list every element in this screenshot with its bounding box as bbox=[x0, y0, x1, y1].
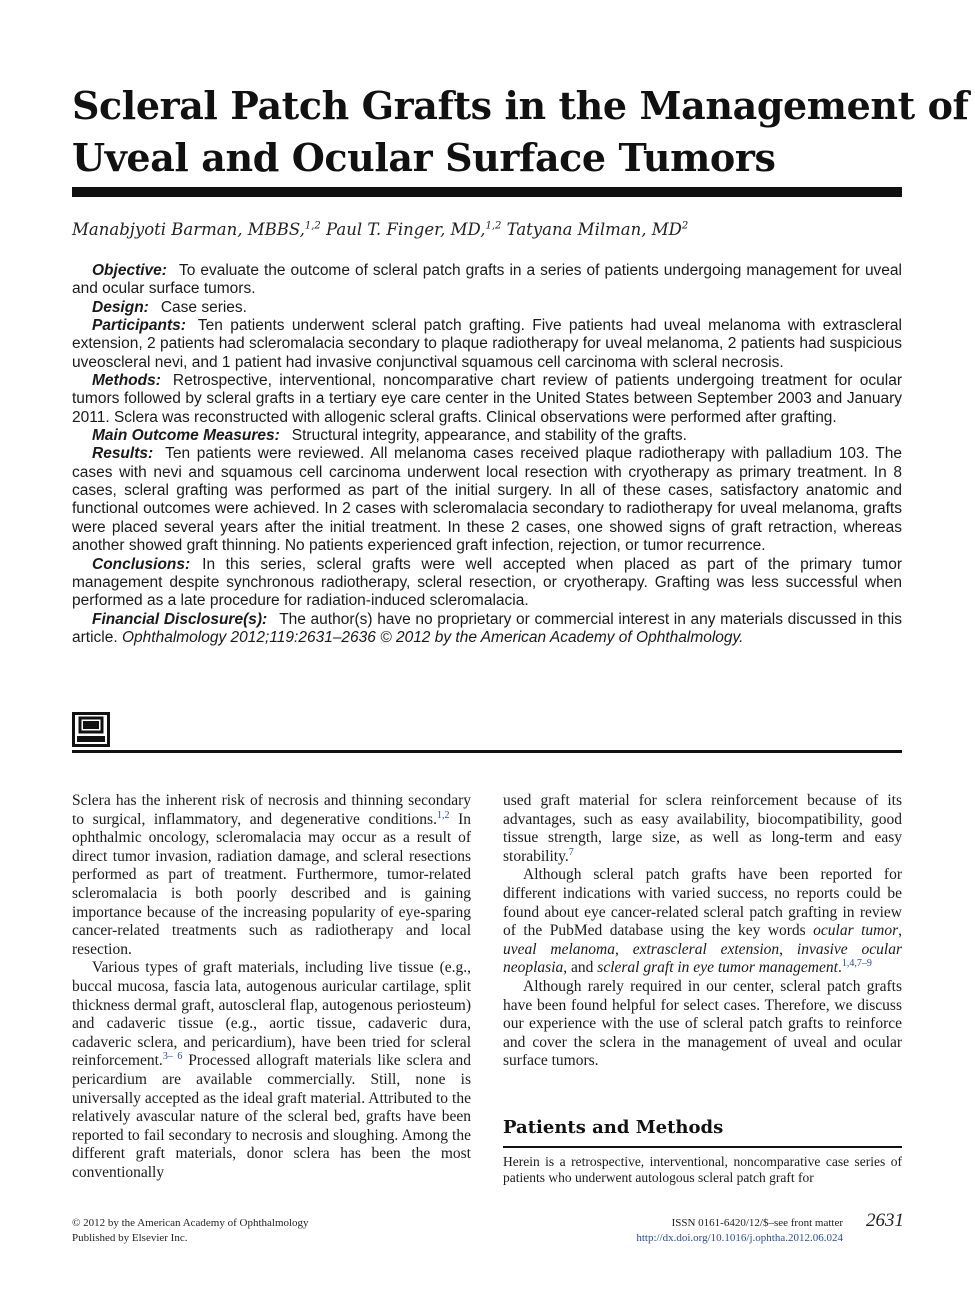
computer-icon[interactable] bbox=[72, 712, 110, 747]
abstract-disclosure bbox=[72, 611, 902, 648]
section-heading: Patients and Methods bbox=[503, 1117, 724, 1138]
keyword: ocular tumor bbox=[813, 922, 899, 940]
body-paragraph bbox=[72, 959, 471, 1182]
section-label: Main Outcome Measures: bbox=[92, 427, 280, 445]
section-rule bbox=[503, 1146, 902, 1148]
author-affiliation: 1,2 bbox=[304, 220, 321, 232]
body-paragraph: Although scleral patch grafts have been reported for different indications with varied success, no reports could be found about eye cancer-related scleral patch grafting in review of the PubMed database using the key words ocular tumor, uveal melanoma, extrascleral extension, invasive ocular neoplasia, and scleral graft in eye tumor management.$^{1,4,7-9}$ bbox=[503, 866, 903, 977]
section-text: Ten patients underwent scleral patch grafting. Five patients had uveal melanoma with extrascleral extension, 2 patients had scleromalacia secondary to plaque radiotherapy for uveal melanoma, 2 patients had suspicious uveoscleral nevi, and 1 patient had invasive conjunctival squamous cell carcinoma with scleral necrosis. bbox=[72, 317, 902, 371]
keyword: invasive ocular neoplasia bbox=[503, 940, 902, 977]
keyword: scleral graft in eye tumor management bbox=[597, 959, 838, 977]
reference-link[interactable]: 1,4,7–9 bbox=[841, 958, 872, 970]
author-name: Manabjyoti Barman, MBBS, bbox=[72, 220, 305, 239]
title-line-1: Scleral Patch Grafts in the Management of bbox=[72, 83, 969, 128]
abstract-objective bbox=[72, 262, 902, 299]
abstract-methods bbox=[72, 372, 902, 427]
keyword: extrascleral extension bbox=[632, 940, 780, 958]
section-text: The author(s) have no proprietary or commercial interest in any materials discussed in this article. bbox=[72, 610, 902, 646]
author-affiliation: 2 bbox=[681, 220, 689, 232]
section-text: In this series, scleral grafts were well accepted when placed as part of the primary tumor management despite synchronous radiotherapy, scleral resection, or cryotherapy. Grafting was less successful when performed as a late procedure for radiation-induced scleromalacia. bbox=[72, 555, 902, 610]
paragraph-text: In ophthalmic oncology, scleromalacia may occur as a result of direct tumor invasion, radiation damage, and scleral resections performed as part of treatment. Furthermore, tumor-related scleromalacia is both poorly described and is gaining importance because of the increasing popularity of eye-sparing cancer-related treatments such as radiotherapy and local resection. bbox=[72, 810, 471, 958]
section-label: Financial Disclosure(s): bbox=[92, 610, 268, 628]
section-label: Conclusions: bbox=[92, 555, 191, 573]
section-text: Case series. bbox=[160, 298, 247, 316]
paragraph-text: Various types of graft materials, including live tissue (e.g., buccal mucosa, fascia lata, autogenous auricular cartilage, split thickness dermal graft, autoscleral flap, autogenous periosteum) and cadaveric tissue (e.g., aortic tissue, cadaveric dura, cadaveric sclera, and pericardium), have been tried for scleral reinforcement. bbox=[72, 959, 471, 1070]
paragraph-text: Processed allograft materials like sclera and pericardium are available commercially. Still, none is universally accepted as the ideal graft material. Attributed to the relatively avascular nature of the scleral bed, grafts have been reported to fail secondary to necrosis and sloughing. Among the different graft materials, donor sclera has been the most conventionally bbox=[72, 1052, 472, 1181]
author-list bbox=[72, 220, 902, 239]
author-name: Paul T. Finger, MD, bbox=[326, 220, 486, 239]
section-text: Structural integrity, appearance, and stability of the grafts. bbox=[291, 427, 687, 445]
body-paragraph bbox=[503, 978, 902, 1071]
body-paragraph bbox=[503, 792, 902, 866]
doi-link[interactable]: http://dx.doi.org/10.1016/j.ophtha.2012.06.024 bbox=[636, 1232, 843, 1244]
copyright-line: © 2012 by the American Academy of Ophthalmology bbox=[72, 1217, 309, 1229]
section-label: Results: bbox=[92, 445, 154, 463]
footer-right bbox=[636, 1216, 843, 1246]
section-label: Methods: bbox=[92, 372, 161, 390]
abstract-rule bbox=[72, 750, 902, 753]
section-label: Design: bbox=[92, 298, 149, 316]
body-column-left bbox=[72, 792, 471, 1182]
paragraph-text: Sclera has the inherent risk of necrosis and thinning secondary to surgical, inflammatory, and degenerative conditions. bbox=[72, 792, 471, 828]
issn-line: ISSN 0161-6420/12/$–see front matter bbox=[671, 1217, 843, 1229]
title-line-2: Uveal and Ocular Surface Tumors bbox=[72, 135, 776, 180]
section-label: Participants: bbox=[92, 317, 186, 335]
publisher-line: Published by Elsevier Inc. bbox=[72, 1232, 188, 1244]
abstract-design bbox=[72, 299, 902, 317]
reference-link[interactable]: 7 bbox=[568, 846, 574, 858]
abstract-results bbox=[72, 445, 902, 555]
abstract bbox=[72, 262, 902, 647]
page-number: 2631 bbox=[866, 1210, 904, 1231]
section-label: Objective: bbox=[92, 262, 167, 279]
author-affiliation: 1,2 bbox=[485, 220, 502, 232]
title-rule bbox=[72, 187, 902, 197]
footer-left bbox=[72, 1216, 309, 1246]
abstract-participants bbox=[72, 317, 902, 372]
body-column-right bbox=[503, 792, 902, 1071]
abstract-outcome bbox=[72, 427, 902, 445]
reference-link[interactable]: 3– 6 bbox=[162, 1051, 183, 1063]
body-paragraph: Herein is a retrospective, interventional, noncomparative case series of patients who underwent autologous scleral patch graft for bbox=[503, 1154, 902, 1185]
author-name: Tatyana Milman, MD bbox=[506, 220, 682, 239]
paragraph-text: Although scleral patch grafts have been reported for different indications with varied success, no reports could be found about eye cancer-related scleral patch grafting in review of the PubMed database using the key words bbox=[503, 866, 902, 940]
keyword: uveal melanoma bbox=[503, 940, 615, 958]
section-text: Ten patients were reviewed. All melanoma cases received plaque radiotherapy with palladium 103. The cases with nevi and squamous cell carcinoma underwent local resection with cryotherapy as primary treatment. In 8 cases, scleral grafting was performed as part of the initial surgery. In all of these cases, satisfactory anatomic and functional outcomes were achieved. In 2 cases with scleromalacia secondary to radiotherapy for uveal melanoma, grafts were placed several years after the initial treatment. In these 2 cases, one showed signs of graft retraction, whereas another showed graft thinning. No patients experienced graft infection, rejection, or tumor recurrence. bbox=[72, 445, 902, 555]
reference-link[interactable]: 1,2 bbox=[436, 809, 450, 821]
article-title bbox=[72, 80, 969, 184]
abstract-conclusions bbox=[72, 556, 902, 611]
paragraph-text: used graft material for sclera reinforcement because of its advantages, such as easy availability, biocompatibility, good tissue strength, large size, as well as long-term and easy storability. bbox=[503, 792, 902, 865]
section-text: To evaluate the outcome of scleral patch grafts in a series of patients undergoing management for uveal and ocular surface tumors. bbox=[72, 262, 902, 298]
paragraph-text: Although rarely required in our center, scleral patch grafts have been found helpful for select cases. Therefore, we discuss our experience with the use of scleral patch grafts to reinforce and cover the sclera in the management of uveal and ocular surface tumors. bbox=[503, 977, 902, 1070]
journal-citation: Ophthalmology 2012;119:2631–2636 © 2012 by the American Academy of Ophthalmology. bbox=[121, 628, 744, 646]
conjunction: and bbox=[571, 959, 594, 977]
body-paragraph bbox=[72, 792, 471, 959]
section-text: Retrospective, interventional, noncomparative chart review of patients undergoing treatment for ocular tumors followed by scleral grafts in a tertiary eye care center in the United States between September 2003 and January 2011. Sclera was reconstructed with allogenic scleral grafts. Clinical observations were performed after grafting. bbox=[72, 372, 902, 426]
